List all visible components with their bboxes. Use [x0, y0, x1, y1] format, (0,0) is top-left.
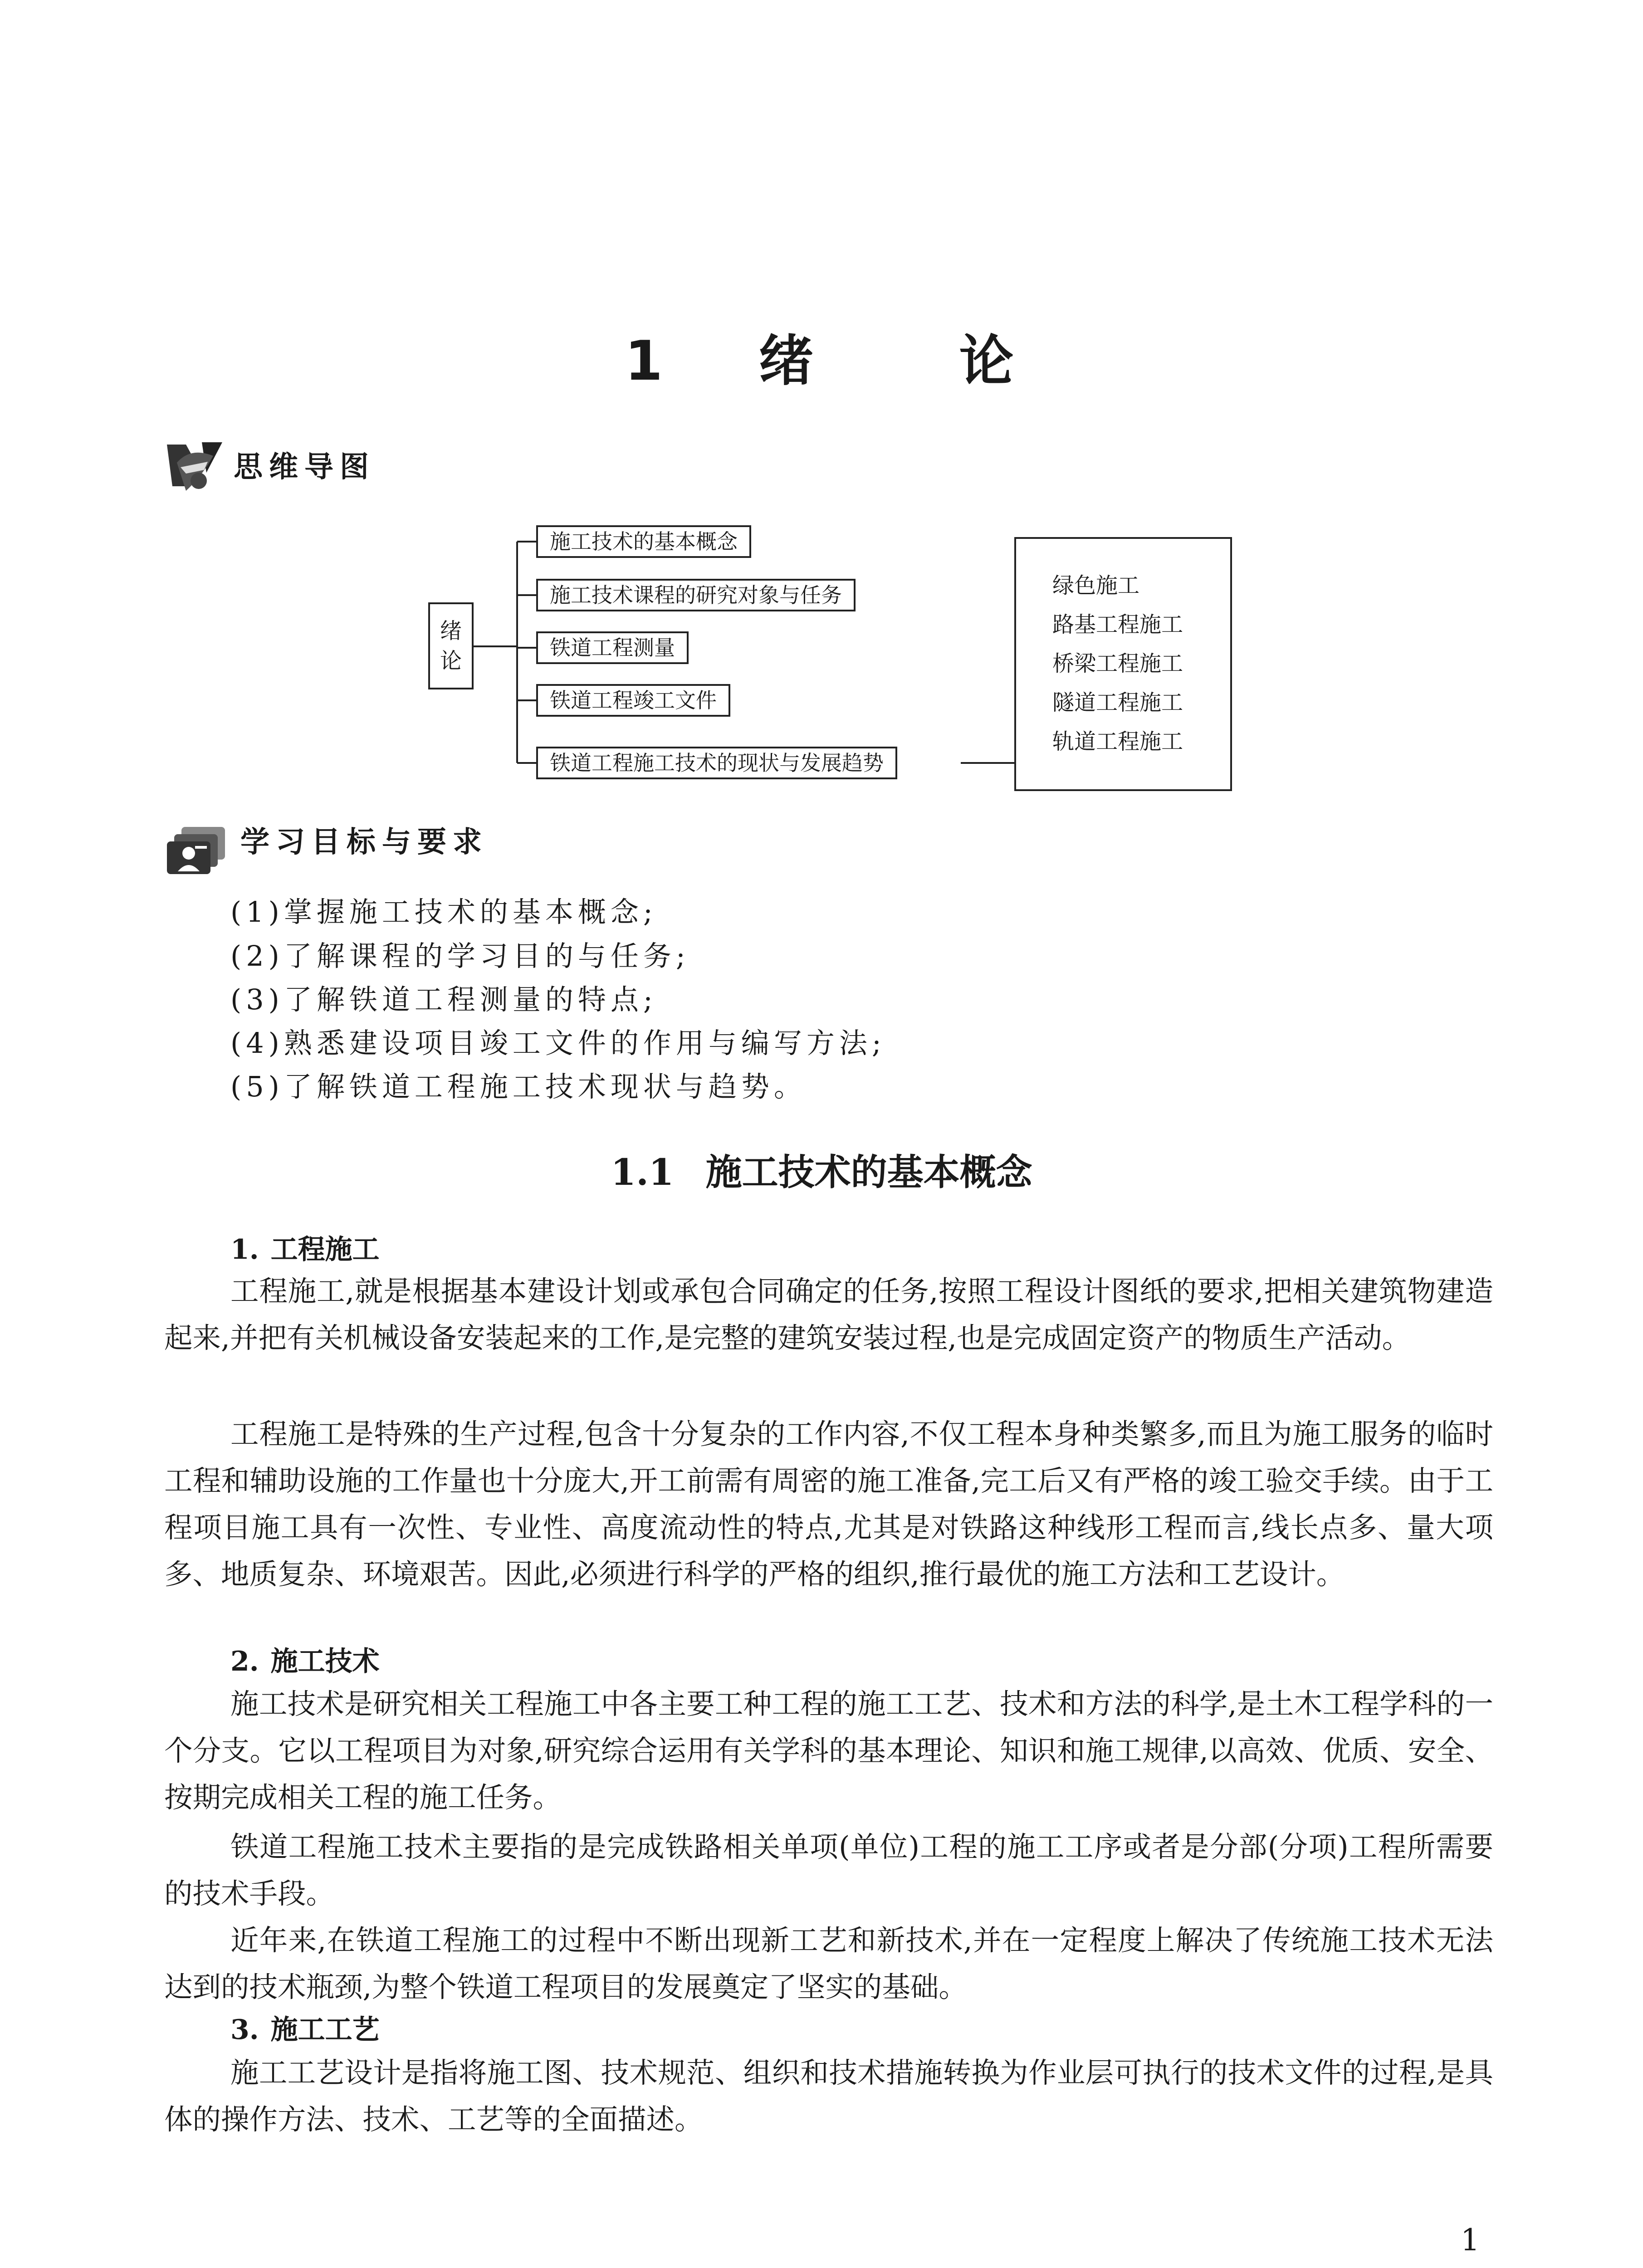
objectives-heading: 学习目标与要求: [240, 826, 488, 859]
mind-map-connectors: [0, 0, 1643, 807]
section-number: 1.1: [611, 1151, 674, 1193]
mind-map-branch-1: 施工技术的基本概念: [536, 525, 751, 558]
objective-item: (4)熟悉建设项目竣工文件的作用与编写方法;: [230, 1026, 886, 1060]
mind-map-branch-4: 铁道工程竣工文件: [536, 684, 730, 717]
subsection-heading-1: [230, 1229, 380, 1270]
chapter-title-char-1: 绪: [758, 330, 818, 393]
body-paragraph: 施工工艺设计是指将施工图、技术规范、组织和技术措施转换为作业层可执行的技术文件的过程,是具体的操作方法、技术、工艺等的全面描述。: [164, 2056, 1493, 2136]
subsection-heading-3: [230, 2009, 380, 2050]
mind-map-root: [428, 602, 474, 689]
objective-item: (1)掌握施工技术的基本概念;: [230, 895, 657, 929]
mind-map-topic-box: [1014, 537, 1232, 791]
mind-map-branch-2: 施工技术课程的研究对象与任务: [536, 579, 856, 611]
topic-item: 桥梁工程施工: [1052, 651, 1183, 676]
subsection-heading-2: [230, 1641, 380, 1682]
page-number: 1: [1461, 2223, 1480, 2258]
topic-item: 轨道工程施工: [1052, 729, 1183, 754]
body-paragraph: 施工技术是研究相关工程施工中各主要工种工程的施工工艺、技术和方法的科学,是土木工程学科的一个分支。它以工程项目为对象,研究综合运用有关学科的基本理论、知识和施工规律,以高效、优质、安全、按期完成相关工程的施工任务。: [164, 1687, 1493, 1814]
topic-item: 路基工程施工: [1052, 612, 1183, 637]
body-paragraph: 工程施工,就是根据基本建设计划或承包合同确定的任务,按照工程设计图纸的要求,把相关建筑物建造起来,并把有关机械设备安装起来的工作,是完整的建筑安装过程,也是完成固定资产的物质生产活动。: [164, 1275, 1493, 1354]
mind-map-diagram: [0, 0, 1643, 807]
mind-map-root-char-1: 绪: [440, 618, 462, 644]
mind-map-branch-5: 铁道工程施工技术的现状与发展趋势: [536, 747, 897, 779]
subsection-title: 施工工艺: [270, 2014, 380, 2046]
topic-item: 隧道工程施工: [1052, 690, 1183, 715]
subsection-number: 3.: [230, 2014, 259, 2046]
objective-item: (3)了解铁道工程测量的特点;: [230, 983, 657, 1016]
section-title: 施工技术的基本概念: [705, 1151, 1032, 1193]
subsection-title: 工程施工: [270, 1234, 380, 1266]
body-paragraph: 工程施工是特殊的生产过程,包含十分复杂的工作内容,不仅工程本身种类繁多,而且为施工服务的临时工程和辅助设施的工作量也十分庞大,开工前需有周密的施工准备,完工后又有严格的竣工验交手续。由于工程项目施工具有一次性、专业性、高度流动性的特点,尤其是对铁路这种线形工程而言,线长点多、量大项多、地质复杂、环境艰苦。因此,必须进行科学的严格的组织,推行最优的施工方法和工艺设计。: [164, 1418, 1493, 1591]
subsection-number: 2.: [230, 1646, 259, 1677]
topic-item: 绿色施工: [1052, 573, 1140, 598]
chapter-title-char-2: 论: [959, 330, 1018, 393]
objective-item: (2)了解课程的学习目的与任务;: [230, 939, 690, 973]
mind-map-root-char-2: 论: [440, 648, 462, 674]
objective-item: (5)了解铁道工程施工技术现状与趋势。: [230, 1070, 807, 1103]
body-paragraph: 近年来,在铁道工程施工的过程中不断出现新工艺和新技术,并在一定程度上解决了传统施工技术无法达到的技术瓶颈,为整个铁道工程项目的发展奠定了坚实的基础。: [164, 1924, 1493, 2004]
section-heading: [0, 1143, 1643, 1195]
body-paragraph: 铁道工程施工技术主要指的是完成铁路相关单项(单位)工程的施工工序或者是分部(分项)工程所需要的技术手段。: [164, 1830, 1493, 1910]
mind-map-branch-3: 铁道工程测量: [536, 631, 689, 664]
subsection-title: 施工技术: [270, 1646, 380, 1677]
subsection-number: 1.: [230, 1234, 259, 1266]
objectives-icon: [163, 823, 231, 878]
chapter-number: 1: [625, 330, 667, 393]
mind-map-heading: 思维导图: [234, 450, 375, 484]
